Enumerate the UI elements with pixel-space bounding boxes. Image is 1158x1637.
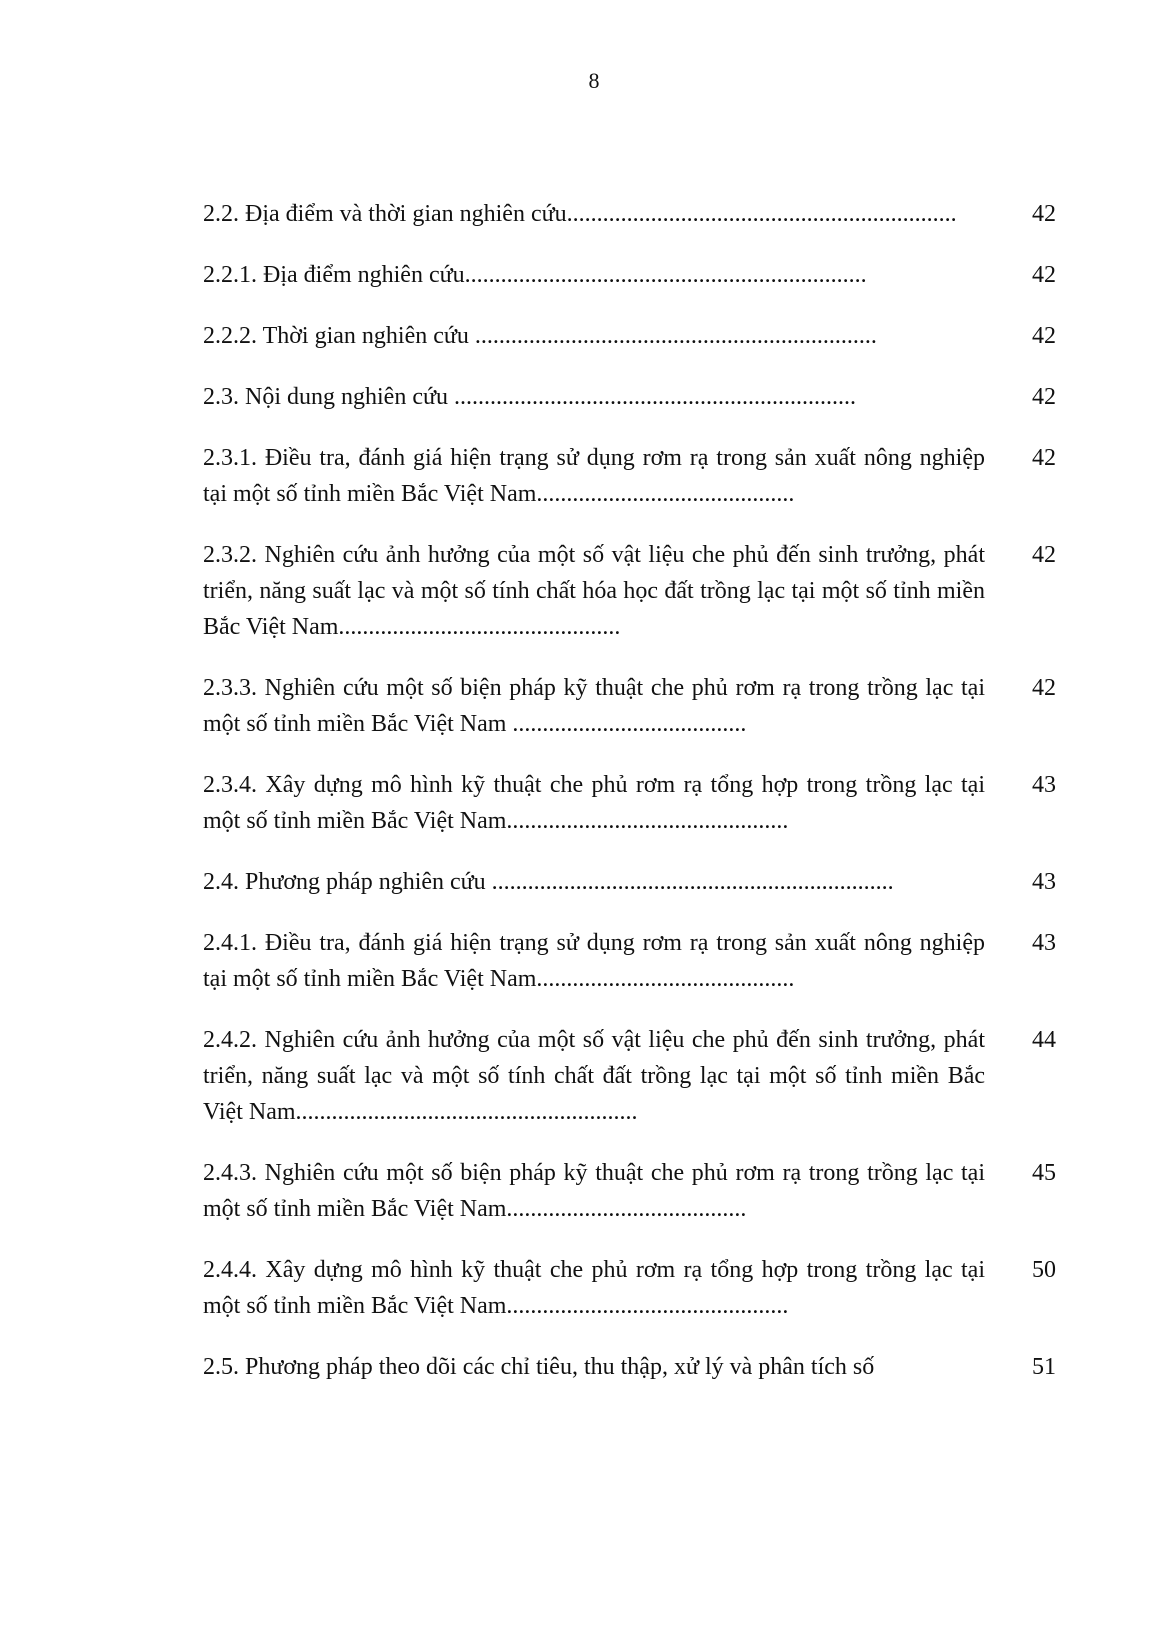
toc-entry-text: 2.4. Phương pháp nghiên cứu ...................................................................: [203, 869, 894, 895]
toc-entry-2-5[interactable]: [203, 1349, 1056, 1385]
toc-entry-text: 2.2.2. Thời gian nghiên cứu ...................................................................: [203, 323, 877, 349]
toc-entry-page: 42: [1032, 323, 1056, 349]
toc-entry-page: 42: [1032, 262, 1056, 288]
toc-entry-text: 2.4.1. Điều tra, đánh giá hiện trạng sử dụng rơm rạ trong sản xuất nông nghiệp tại một số tỉnh miền Bắc Việt Nam...........................................: [203, 930, 985, 992]
toc-entry-page: 42: [1032, 542, 1056, 568]
toc-entry-text: 2.4.3. Nghiên cứu một số biện pháp kỹ thuật che phủ rơm rạ trong trồng lạc tại một số tỉnh miền Bắc Việt Nam........................................: [203, 1160, 985, 1222]
toc-entry-2-4-2[interactable]: [203, 1022, 1056, 1130]
toc-entry-page: 42: [1032, 201, 1056, 227]
toc-entry-2-4-3[interactable]: [203, 1155, 1056, 1227]
toc-entry-text: 2.2.1. Địa điểm nghiên cứu...................................................................: [203, 262, 867, 288]
table-of-contents: [203, 196, 1056, 1410]
toc-entry-page: 45: [1032, 1160, 1056, 1186]
toc-entry-text: 2.3.3. Nghiên cứu một số biện pháp kỹ thuật che phủ rơm rạ trong trồng lạc tại một số tỉnh miền Bắc Việt Nam .......................................: [203, 675, 985, 737]
toc-entry-text: 2.5. Phương pháp theo dõi các chỉ tiêu, thu thập, xử lý và phân tích số: [203, 1354, 875, 1380]
toc-entry-text: 2.3. Nội dung nghiên cứu ...................................................................: [203, 384, 856, 410]
toc-entry-text: 2.3.4. Xây dựng mô hình kỹ thuật che phủ rơm rạ tổng hợp trong trồng lạc tại một số tỉnh miền Bắc Việt Nam...............................................: [203, 772, 985, 834]
toc-entry-text: 2.2. Địa điểm và thời gian nghiên cứu.................................................................: [203, 201, 957, 227]
toc-entry-2-3-1[interactable]: [203, 440, 1056, 512]
toc-entry-page: 42: [1032, 675, 1056, 701]
toc-entry-2-2-1[interactable]: [203, 257, 1056, 293]
page-number: 8: [588, 68, 600, 93]
toc-entry-2-3-4[interactable]: [203, 767, 1056, 839]
toc-entry-page: 43: [1032, 772, 1056, 798]
toc-entry-2-4[interactable]: [203, 864, 1056, 900]
toc-entry-text: 2.3.1. Điều tra, đánh giá hiện trạng sử dụng rơm rạ trong sản xuất nông nghiệp tại một số tỉnh miền Bắc Việt Nam...........................................: [203, 445, 985, 507]
toc-entry-page: 42: [1032, 384, 1056, 410]
toc-entry-page: 43: [1032, 930, 1056, 956]
toc-entry-2-2-2[interactable]: [203, 318, 1056, 354]
toc-entry-text: 2.4.4. Xây dựng mô hình kỹ thuật che phủ rơm rạ tổng hợp trong trồng lạc tại một số tỉnh miền Bắc Việt Nam...............................................: [203, 1257, 985, 1319]
toc-entry-page: 43: [1032, 869, 1056, 895]
toc-entry-text: 2.3.2. Nghiên cứu ảnh hưởng của một số vật liệu che phủ đến sinh trưởng, phát triển, năng suất lạc và một số tính chất hóa học đất trồng lạc tại một số tỉnh miền Bắc Việt Nam...............................................: [203, 542, 985, 640]
toc-entry-page: 42: [1032, 445, 1056, 471]
toc-entry-2-3-3[interactable]: [203, 670, 1056, 742]
toc-entry-page: 51: [1032, 1354, 1056, 1380]
toc-entry-2-2[interactable]: [203, 196, 1056, 232]
toc-entry-2-3[interactable]: [203, 379, 1056, 415]
toc-entry-text: 2.4.2. Nghiên cứu ảnh hưởng của một số vật liệu che phủ đến sinh trưởng, phát triển, năng suất lạc và một số tính chất đất trồng lạc tại một số tỉnh miền Bắc Việt Nam.........................................................: [203, 1027, 985, 1125]
toc-entry-page: 44: [1032, 1027, 1056, 1053]
toc-entry-2-3-2[interactable]: [203, 537, 1056, 645]
toc-entry-page: 50: [1032, 1257, 1056, 1283]
toc-entry-2-4-4[interactable]: [203, 1252, 1056, 1324]
toc-entry-2-4-1[interactable]: [203, 925, 1056, 997]
